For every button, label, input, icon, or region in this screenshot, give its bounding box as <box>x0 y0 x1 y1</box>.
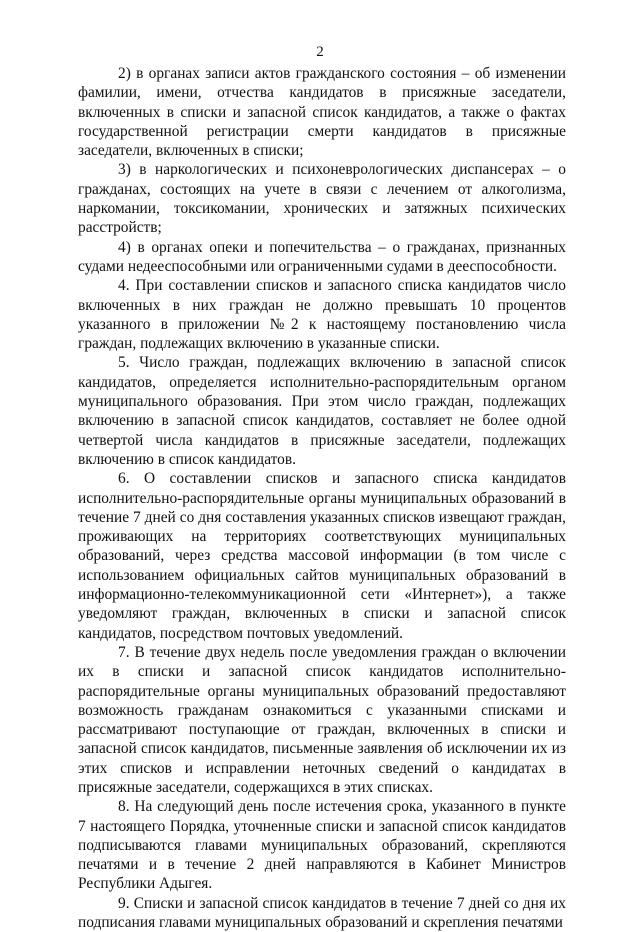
paragraph-item-5: 5. Число граждан, подлежащих включению в запасной список кандидатов, определяется исполнительно-распорядительным органом муниципального образования. При этом число граждан, подлежащих включению в запасной список кандидатов, составляет не более одной четвертой числа кандидатов в присяжные заседатели, подлежащих включению в список кандидатов. <box>78 354 566 468</box>
page-number: 2 <box>316 44 324 60</box>
paragraph-item-8: 8. На следующий день после истечения срока, указанного в пункте 7 настоящего Порядка, уточненные списки и запасной список кандидатов подписываются главами муниципальных образований, скрепляются печатями и в течение 2 дней направляются в Кабинет Министров Республики Адыгея. <box>78 798 566 893</box>
paragraph-item-9: 9. Списки и запасной список кандидатов в течение 7 дней со дня их подписания главами муниципальных образований и скрепления печатями <box>78 894 566 932</box>
paragraph-dispensaries: 3) в наркологических и психоневрологических диспансерах – о гражданах, состоящих на учете в связи с лечением от алкоголизма, наркомании, токсикомании, хронических и затяжных психических расстройств; <box>78 161 566 237</box>
paragraph-item-4: 4. При составлении списков и запасного списка кандидатов число включенных в них граждан не должно превышать 10 процентов указанного в приложении №2 к настоящему постановлению числа граждан, подлежащих включению в указанные списки. <box>78 277 566 353</box>
paragraph-guardianship: 4) в органах опеки и попечительства – о гражданах, признанных судами недееспособными или ограниченными судами в дееспособности. <box>78 238 566 275</box>
paragraph-registry-offices: 2) в органах записи актов гражданского состояния – об изменении фамилии, имени, отчества кандидатов в присяжные заседатели, включенных в списки и запасной список кандидатов, а также о фактах государственной регистрации смерти кандидатов в присяжные заседатели, включенных в списки; <box>78 65 566 160</box>
document-body <box>78 64 566 932</box>
paragraph-item-6: 6. О составлении списков и запасного списка кандидатов исполнительно-распорядительные органы муниципальных образований в течение 7 дней со дня составления указанных списков извещают граждан, проживающих на территориях соответствующих муниципальных образований, через средства массовой информации (в том числе с использованием официальных сайтов муниципальных образований в информационно-телекоммуникационной сети «Интернет»), а также уведомляют граждан, включенных в списки и запасной список кандидатов, посредством почтовых уведомлений. <box>78 470 566 642</box>
paragraph-item-7: 7. В течение двух недель после уведомления граждан о включении их в списки и запасной список кандидатов исполнительно-распорядительные органы муниципальных образований предоставляют возможность гражданам ознакомиться с указанными списками и рассматривают поступающие от граждан, включенных в списки и запасной список кандидатов, письменные заявления об исключении их из этих списков и исправлении неточных сведений о кандидатах в присяжные заседатели, содержащихся в этих списках. <box>78 643 566 796</box>
